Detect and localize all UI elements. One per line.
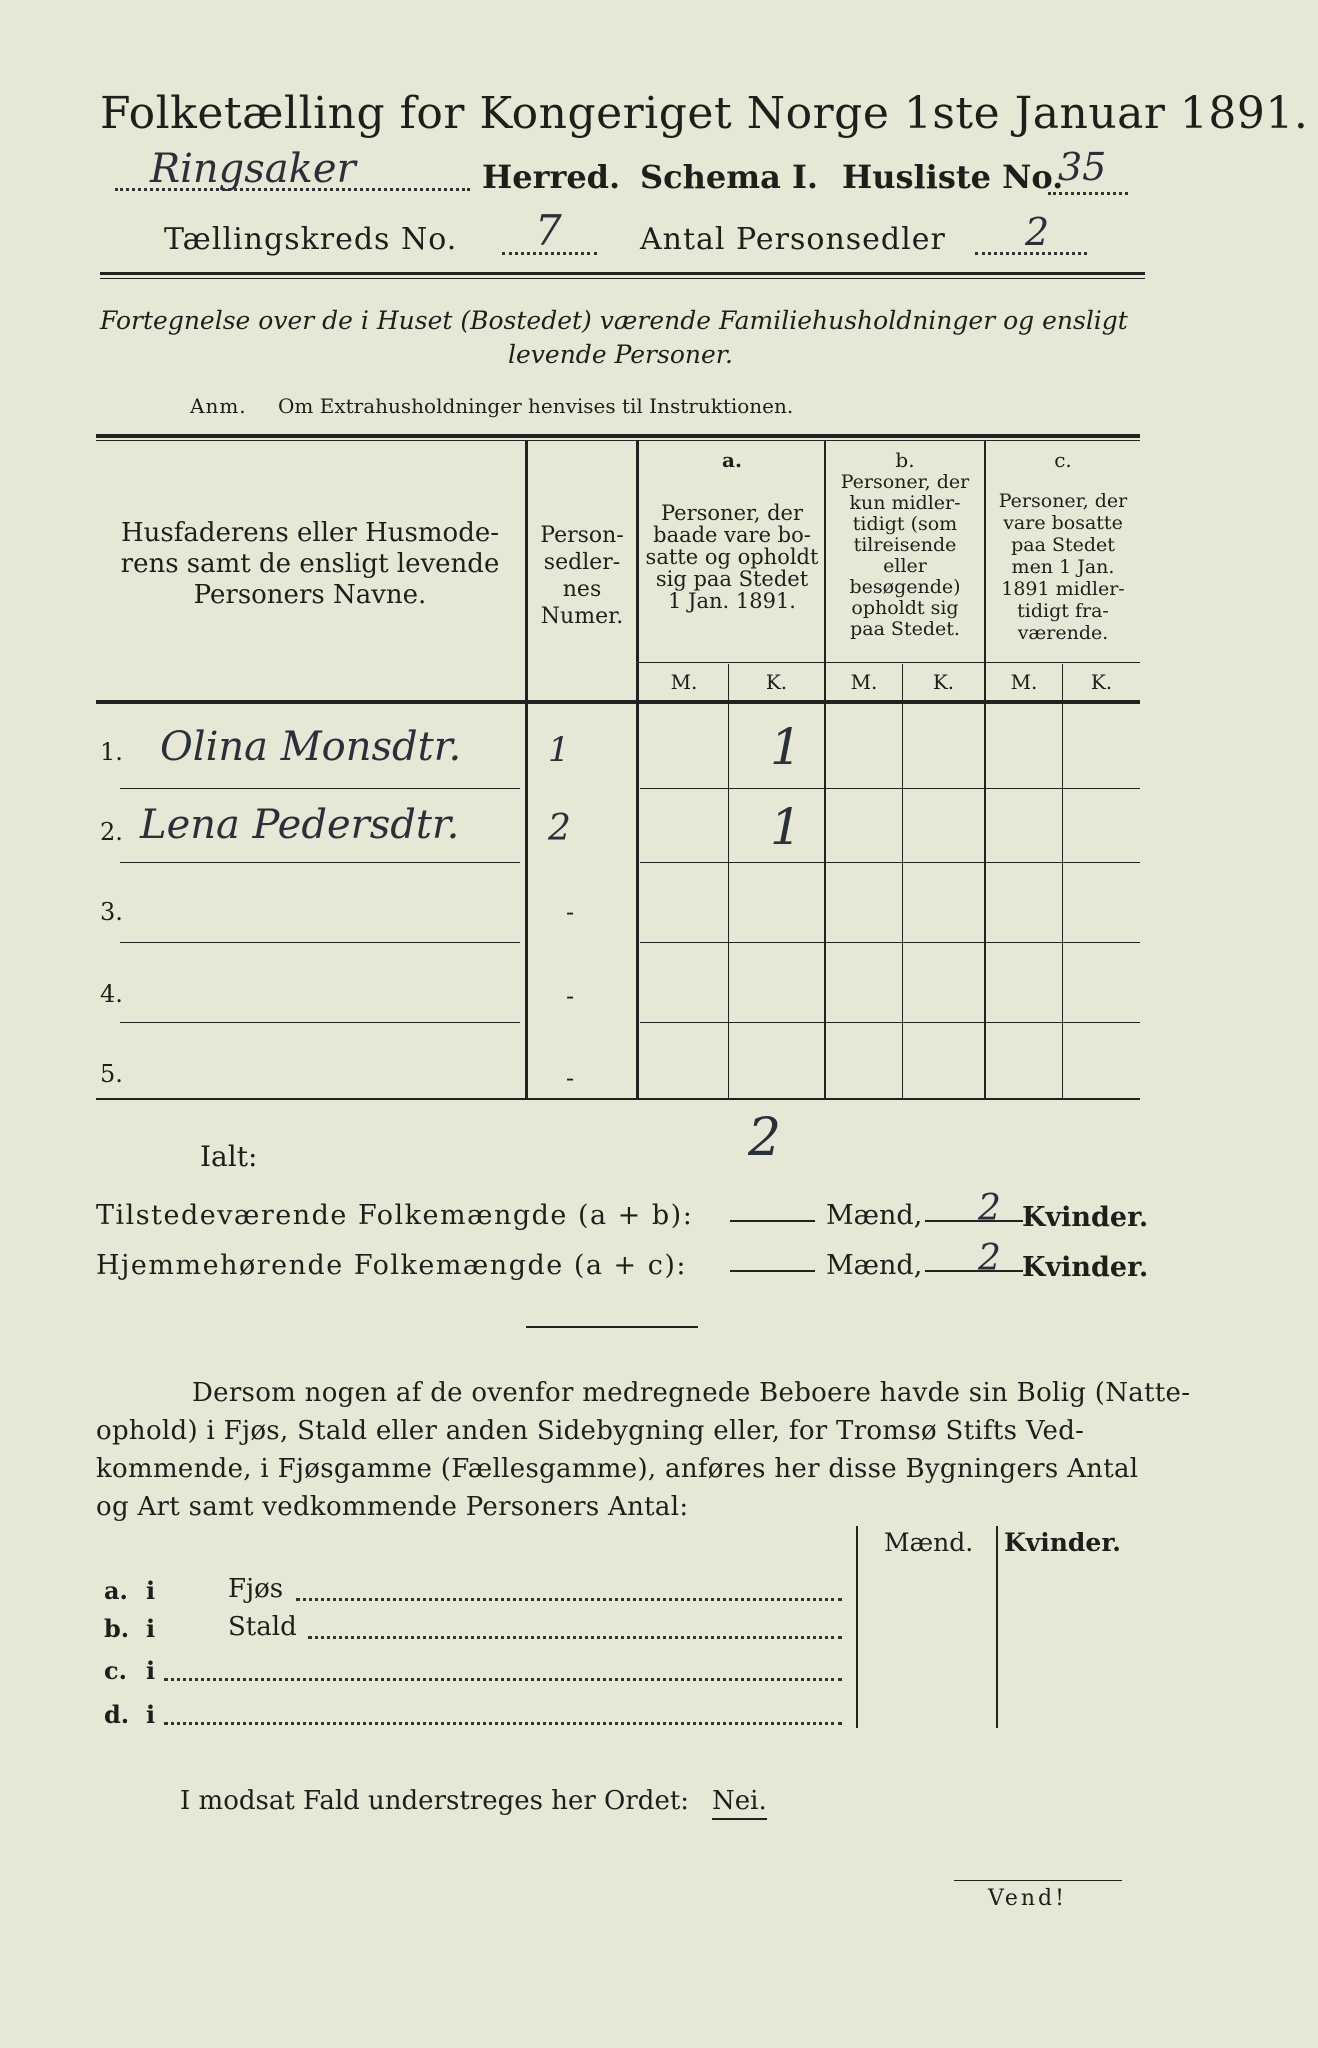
hjemme-kvinder-label: Kvinder. <box>1022 1252 1149 1283</box>
c-k-label: K. <box>1090 670 1113 694</box>
bygning-c-i: i <box>146 1656 156 1685</box>
row-3-data-rule <box>640 942 1140 943</box>
footer-paragraph-line: kommende, i Fjøsgamme (Fællesgamme), anføres her disse Bygningers Antal <box>96 1454 1139 1484</box>
anm-text: Om Extrahusholdninger henvises til Instruktionen. <box>278 394 794 418</box>
bygning-c-letter: c. <box>104 1656 127 1685</box>
b-k-label: K. <box>932 670 955 694</box>
col-a-header <box>640 502 824 612</box>
col-b-header-line: tidigt (som <box>852 513 958 535</box>
hjemme-kvinder-value: 2 <box>978 1238 1001 1279</box>
col-num-header-line: nes <box>562 577 602 602</box>
husliste-label: Husliste No. <box>842 158 1064 196</box>
row-2-num: 2 <box>548 808 571 849</box>
col-divider-c-mk <box>1062 664 1063 1098</box>
schema-label: Schema I. <box>640 158 819 196</box>
kreds-value: 7 <box>535 206 562 255</box>
bygning-maend-header: Mænd. <box>884 1528 974 1557</box>
bygning-a-i: i <box>146 1576 156 1605</box>
b-m-label: M. <box>850 670 878 694</box>
col-divider-a-mk <box>728 664 729 1098</box>
col-divider-num <box>636 440 639 1098</box>
herred-value: Ringsaker <box>150 146 356 192</box>
col-c-header-line: paa Stedet <box>1011 534 1115 556</box>
header-rule-top <box>100 272 1145 275</box>
bygning-b-dotline <box>308 1636 842 1639</box>
col-num-header-line: Numer. <box>540 604 624 629</box>
row-2-ak: 1 <box>770 798 802 856</box>
antal-label: Antal Personsedler <box>640 222 946 257</box>
bygning-a-dotline <box>296 1598 842 1601</box>
nei-word: Nei. <box>712 1786 767 1820</box>
col-b-header-line: besøgende) <box>849 576 961 598</box>
footer-paragraph <box>96 1374 1190 1526</box>
col-c-header <box>986 490 1140 644</box>
row-1-num: 1 <box>548 730 570 770</box>
hjemme-maend-label: Mænd, <box>826 1250 923 1281</box>
footer-paragraph-line: og Art samt vedkommende Personers Antal: <box>96 1492 689 1522</box>
kreds-label: Tællingskreds No. <box>164 222 458 257</box>
col-num-header <box>530 522 634 630</box>
bygning-divider-left <box>856 1526 858 1728</box>
col-b-letter: b. <box>895 448 915 472</box>
anm-label: Anm. <box>190 394 247 418</box>
tilstede-kvinder-blank <box>925 1220 1023 1222</box>
row-1-name-rule <box>120 788 520 789</box>
tilstede-kvinder-label: Kvinder. <box>1022 1202 1149 1233</box>
col-a-header-line: sig paa Stedet <box>655 567 809 591</box>
col-b-header-line: opholdt sig <box>851 597 959 619</box>
col-name-header <box>100 518 520 611</box>
subtitle-line2: levende Personer. <box>508 340 733 369</box>
footer-paragraph-line: ophold) i Fjøs, Stald eller anden Sidebygning eller, for Tromsø Stifts Ved- <box>96 1416 1085 1446</box>
row-2-name: Lena Pedersdtr. <box>140 802 460 848</box>
hjemme-label: Hjemmehørende Folkemængde (a + c): <box>96 1250 687 1281</box>
row-3-name-rule <box>120 942 520 943</box>
col-b-header-line: tilreisende <box>853 534 957 556</box>
row-2-no: 2. <box>100 818 123 846</box>
a-m-label: M. <box>670 670 698 694</box>
hjemme-maend-blank <box>730 1270 815 1272</box>
row-3-num: - <box>566 898 575 926</box>
antal-value: 2 <box>1025 210 1050 254</box>
col-c-letter: c. <box>1054 448 1072 472</box>
col-divider-b-mk <box>902 664 903 1098</box>
row-2-name-rule <box>120 862 520 863</box>
col-divider-name <box>525 440 528 1098</box>
subtitle-line1: Fortegnelse over de i Huset (Bostedet) værende Familiehusholdninger og ensligt <box>100 306 1128 335</box>
bygning-divider-mid <box>996 1526 998 1728</box>
col-b-header <box>826 472 984 640</box>
row-2-data-rule <box>640 862 1140 863</box>
row-4-no: 4. <box>100 980 123 1008</box>
form-title: Folketælling for Kongeriget Norge 1ste Januar 1891. <box>100 88 1309 139</box>
col-b-header-line: paa Stedet. <box>850 618 960 640</box>
bygning-b-label: Stald <box>228 1612 297 1642</box>
row-1-data-rule <box>640 788 1140 789</box>
bygning-d-dotline <box>164 1722 842 1725</box>
row-4-name-rule <box>120 1022 520 1023</box>
row-5-num: - <box>566 1064 575 1092</box>
row-1-no: 1. <box>100 738 123 766</box>
row-1-ak: 1 <box>770 718 802 776</box>
row-4-num: - <box>566 982 575 1010</box>
col-name-header-line: Personers Navne. <box>193 580 427 610</box>
col-name-header-text: rens samt de ensligt levende <box>120 549 500 579</box>
col-a-header-line: 1 Jan. 1891. <box>668 589 796 613</box>
bygning-d-letter: d. <box>104 1700 130 1729</box>
col-c-header-line: værende. <box>1017 622 1109 644</box>
c-m-label: M. <box>1010 670 1038 694</box>
bygning-kvinder-header: Kvinder. <box>1004 1528 1121 1557</box>
col-name-header-line: Husfaderens eller Husmode- <box>120 518 500 548</box>
a-k-label: K. <box>765 670 788 694</box>
tilstede-kvinder-value: 2 <box>978 1188 1001 1229</box>
col-b-header-line: Personer, der <box>840 471 970 493</box>
ialt-value: 2 <box>748 1108 782 1168</box>
col-a-header-line: baade vare bo- <box>653 523 811 547</box>
header-rule-bottom <box>100 278 1145 279</box>
tilstede-label: Tilstedeværende Folkemængde (a + b): <box>96 1200 694 1231</box>
mk-header-rule <box>638 662 1140 663</box>
col-b-header-line: kun midler- <box>849 492 961 514</box>
col-c-header-line: vare bosatte <box>1003 512 1123 534</box>
bygning-b-i: i <box>146 1614 156 1643</box>
bygning-d-i: i <box>146 1700 156 1729</box>
tilstede-maend-label: Mænd, <box>826 1200 923 1231</box>
bygning-b-letter: b. <box>104 1614 130 1643</box>
col-a-header-line: satte og opholdt <box>645 545 819 569</box>
col-a-header-line: Personer, der <box>660 501 804 525</box>
footer-paragraph-line: Dersom nogen af de ovenfor medregnede Beboere havde sin Bolig (Natte- <box>192 1378 1191 1408</box>
col-c-header-line: Personer, der <box>998 490 1128 512</box>
row-4-data-rule <box>640 1022 1140 1023</box>
modsat-text: I modsat Fald understreges her Ordet: <box>180 1786 690 1816</box>
col-c-header-line: tidigt fra- <box>1017 600 1109 622</box>
husliste-value: 35 <box>1058 145 1107 189</box>
bygning-a-label: Fjøs <box>228 1574 284 1604</box>
ialt-label: Ialt: <box>200 1140 258 1173</box>
bygning-a-letter: a. <box>104 1576 128 1605</box>
section-divider <box>526 1326 698 1328</box>
hjemme-kvinder-blank <box>925 1270 1023 1272</box>
table-top-rule <box>96 434 1140 438</box>
col-b-header-line: eller <box>883 555 927 577</box>
col-num-header-line: Person- <box>540 523 624 548</box>
bygning-c-dotline <box>164 1678 842 1681</box>
row-3-no: 3. <box>100 898 123 926</box>
herred-label: Herred. <box>482 158 621 196</box>
col-name-header-line <box>100 549 520 580</box>
vend-label: Vend! <box>988 1886 1067 1911</box>
col-a-letter: a. <box>722 448 742 472</box>
vend-rule <box>954 1880 1122 1881</box>
row-1-name: Olina Monsdtr. <box>160 724 462 770</box>
tilstede-maend-blank <box>730 1220 815 1222</box>
col-c-header-line: men 1 Jan. <box>1011 556 1115 578</box>
husliste-dotline <box>1048 192 1128 195</box>
row-5-no: 5. <box>100 1060 123 1088</box>
table-bottom-rule <box>96 1098 1140 1100</box>
col-c-header-line: 1891 midler- <box>1001 578 1125 600</box>
col-num-header-line: sedler- <box>543 550 621 575</box>
